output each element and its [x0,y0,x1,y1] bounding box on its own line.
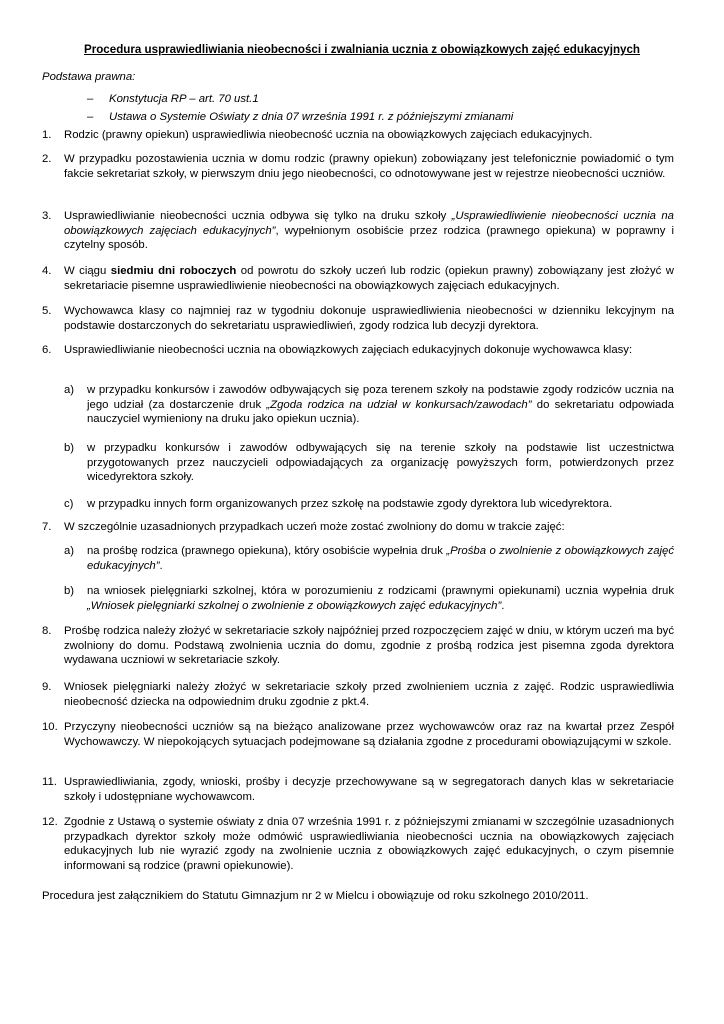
item-number: 5. [42,305,52,317]
procedure-item [42,304,674,333]
item-number: 7. [42,521,52,533]
subitem-letter: b) [64,585,75,597]
procedure-item [42,720,674,749]
procedure-item [42,264,674,293]
item-text-part: W ciągu [64,265,111,277]
form-name: „Wniosek pielęgniarki szkolnej o zwolnienie z obowiązkowych zajęć edukacyjnych” [87,599,502,612]
procedure-subitem [64,544,674,573]
item-text: Rodzic (prawny opiekun) usprawiedliwia nieobecność ucznia na obowiązkowych zajęciach edukacyjnych. [64,129,593,141]
legal-basis-text: Konstytucja RP – art. 70 ust.1 [109,93,259,105]
subitem-text: w przypadku innych form organizowanych przez szkołę na podstawie zgody dyrektora lub wicedyrektora. [87,498,613,510]
item-number: 8. [42,625,52,637]
procedure-subitem [64,383,674,427]
item-text [64,264,674,293]
item-number: 2. [42,153,52,165]
item-number: 6. [42,344,52,356]
procedure-item [42,680,674,709]
procedure-subitem [64,497,674,512]
form-name: „Zgoda rodzica na udział w konkursach/zawodach” [266,398,532,411]
subitem-letter: b) [64,442,75,454]
form-name: „Usprawiedliwienie nieobecności ucznia na obowiązkowych zajęciach edukacyjnych” [64,210,674,237]
procedure-item [42,209,674,253]
subitem-text-part: na wniosek pielęgniarki szkolnej, która w porozumieniu z rodzicami (prawnymi opiekunami) ucznia wypełnia druk [87,585,674,597]
legal-basis-label: Podstawa prawna: [42,71,136,83]
procedure-item [42,624,674,668]
item-text: Przyczyny nieobecności uczniów są na bieżąco analizowane przez wychowawców oraz raz na kwartał przez Zespół Wychowawczy. W niepokojących sytuacjach podejmowane są działania zgodne z procedurami obowiązującymi w szkole. [64,721,674,748]
item-number: 10. [42,721,58,733]
procedure-item [42,128,674,143]
subitem-text-part: w przypadku konkursów i zawodów odbywających się poza terenem szkoły na podstawie zgody rodziców ucznia na jego udział (za dostarczenie druk [87,384,674,411]
item-number: 12. [42,816,58,828]
item-text: Wniosek pielęgniarki należy złożyć w sekretariacie szkoły przed zwolnieniem ucznia z zajęć. Rodzic usprawiedliwia nieobecność dziecka na odpowiednim druku zgodnie z pkt.4. [64,681,674,708]
item-text: W przypadku pozostawienia ucznia w domu rodzic (prawny opiekun) zobowiązany jest telefonicznie powiadomić o tym fakcie sekretariat szkoły, w pierwszym dniu jego nieobecności, co odnotowywane jest w rejestrze nieobecności uczniów. [64,153,674,180]
subitem-letter: c) [64,498,74,510]
subitem-text [87,383,674,427]
subitem-text-part: . [159,559,163,572]
procedure-item [42,152,674,181]
item-text: Usprawiedliwiania, zgody, wnioski, prośby i decyzje przechowywane są w segregatorach danych klas w sekretariacie szkoły i udostępniane wychowawcom. [64,776,674,803]
deadline-emphasis: siedmiu dni roboczych [110,265,237,277]
procedure-item [42,775,674,804]
item-number: 3. [42,210,52,222]
subitem-text: w przypadku konkursów i zawodów odbywających się na terenie szkoły na podstawie list uczestnictwa przygotowanych przez nauczycieli odpowiadających za organizację powyższych form, potwierdzonych przez wicedyrektora szkoły. [87,442,674,484]
subitem-text [87,544,674,573]
item-text: Zgodnie z Ustawą o systemie oświaty z dnia 07 września 1991 r. z późniejszymi zmianami w szczególnie uzasadnionych przypadkach dyrektor szkoły może odmówić usprawiedliwiania nieobecności ucznia na obowiązkowych zajęciach edukacyjnych lub nie wyrazić zgody na zwolnienie ucznia z obowiązkowych zajęć edukacyjnych, o czym pisemnie informowani są rodzice (prawni opiekunowie). [64,816,674,872]
item-number: 4. [42,265,52,277]
subitem-text-part: do sekretariatu odpowiada nauczyciel wymieniony na druku jako opiekun ucznia). [87,398,674,426]
subitem-text-part: na prośbę rodzica (prawnego opiekuna), który osobiście wypełnia druk [87,545,447,557]
item-text-part: Usprawiedliwianie nieobecności ucznia odbywa się tylko na druku szkoły [64,210,452,222]
document-footer: Procedura jest załącznikiem do Statutu Gimnazjum nr 2 w Mielcu i obowiązuje od roku szkolnego 2010/2011. [42,890,589,902]
list-dash: – [87,111,94,123]
document-title: Procedura usprawiedliwiania nieobecności i zwalniania ucznia z obowiązkowych zajęć edukacyjnych [83,43,641,56]
item-text: Wychowawca klasy co najmniej raz w tygodniu dokonuje usprawiedliwienia nieobecności w dzienniku lekcyjnym na podstawie dostarczonych do sekretariatu usprawiedliwień, zgody rodzica lub decyzji dyrektora. [64,305,674,332]
subitem-letter: a) [64,384,75,396]
procedure-item [42,520,674,535]
subitem-letter: a) [64,545,75,557]
item-number: 11. [42,776,57,788]
item-text-part: od powrotu do szkoły uczeń lub rodzic (opiekun prawny) zobowiązany jest złożyć w sekretariacie pisemne usprawiedliwienie nieobecności na obowiązkowych zajęciach edukacyjnych. [64,265,674,292]
subitem-text [87,584,674,613]
item-text: W szczególnie uzasadnionych przypadkach uczeń może zostać zwolniony do domu w trakcie zajęć: [64,521,565,533]
item-text: Prośbę rodzica należy złożyć w sekretariacie szkoły najpóźniej przed rozpoczęciem zajęć w dniu, w którym uczeń ma być zwolniony do domu. Podstawą zwolnienia ucznia do domu, zgodnie z prośbą rodzica jest pisemna zgoda dyrektora wydawana uczniowi w sekretariacie szkoły. [64,625,674,667]
legal-basis-text: Ustawa o Systemie Oświaty z dnia 07 września 1991 r. z późniejszymi zmianami [109,111,514,123]
item-text-part: , wypełnionym osobiście przez rodzica (prawnego opiekuna) w poprawny i czytelny sposób. [64,224,674,252]
procedure-item [42,815,674,873]
procedure-subitem [64,441,674,485]
item-number: 1. [42,129,52,141]
form-name: „Prośba o zwolnienie z obowiązkowych zajęć edukacyjnych” [87,545,675,572]
procedure-item [42,343,674,358]
procedure-subitem [64,584,674,613]
item-text: Usprawiedliwianie nieobecności ucznia na obowiązkowych zajęciach edukacyjnych dokonuje wychowawca klasy: [64,344,633,356]
subitem-text-part: . [501,599,505,612]
list-dash: – [87,93,94,105]
item-text [64,209,674,253]
item-number: 9. [42,681,52,693]
